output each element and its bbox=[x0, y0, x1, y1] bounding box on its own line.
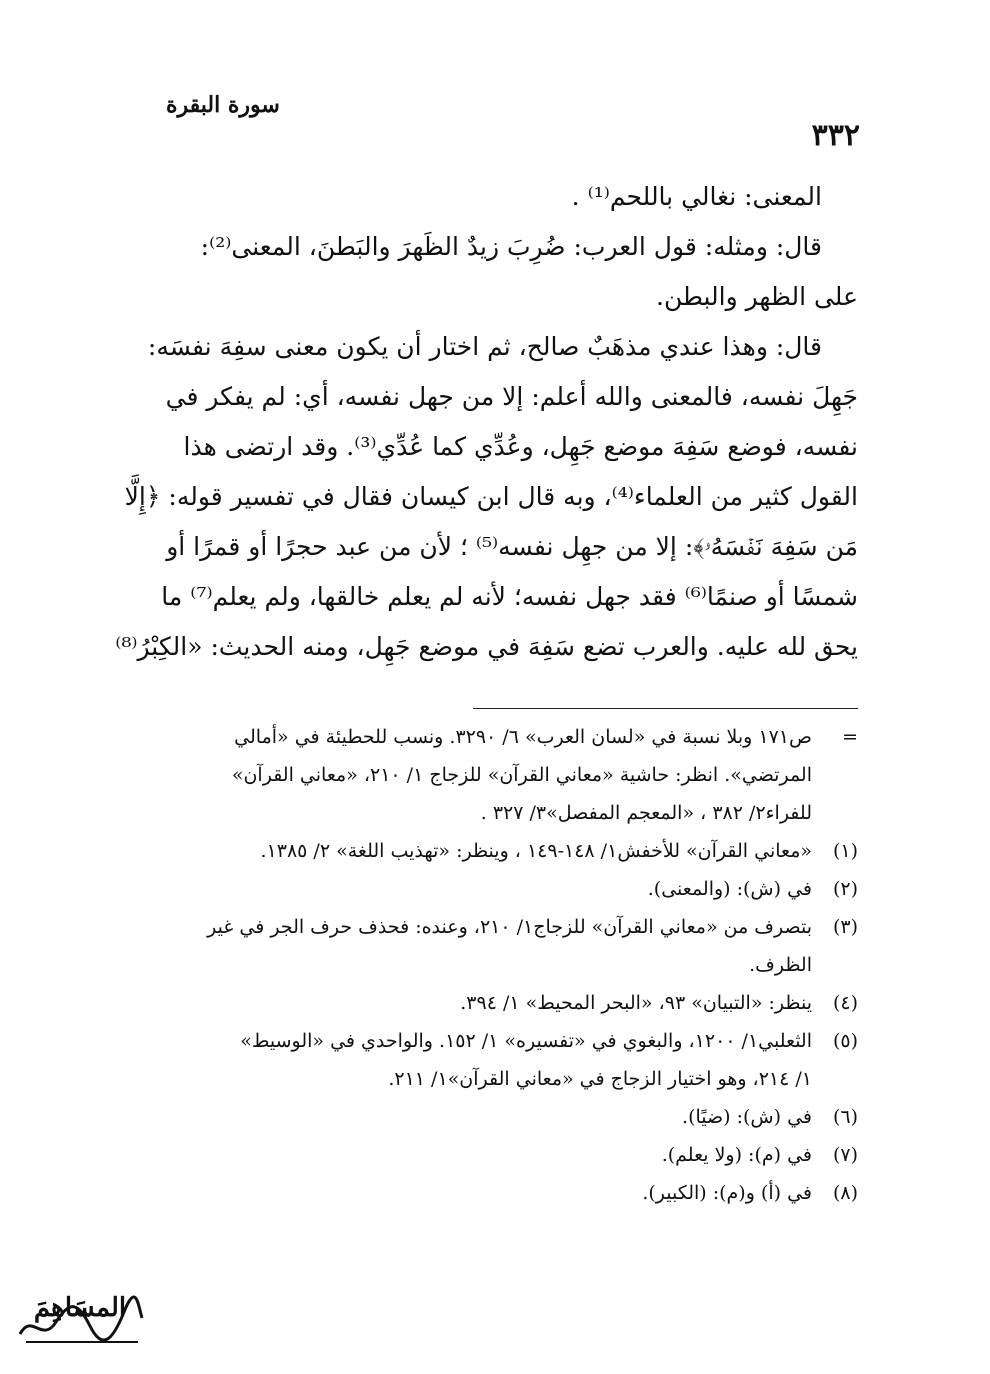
text-line: جَهِلَ نفسه، فالمعنى والله أعلم: إلا من جهل نفسه، أي: لم يفكر في bbox=[165, 382, 858, 411]
footnote-line: الظرف. bbox=[749, 954, 812, 976]
footnote-line: في (ش): (ضيًا). bbox=[682, 1106, 812, 1128]
footnote-2 bbox=[128, 870, 858, 908]
footnotes bbox=[128, 718, 858, 1212]
footnote-number: (٦) bbox=[832, 1106, 858, 1128]
footnote-line: ١/ ٢١٤، وهو اختيار الزجاج في «معاني القرآن»١/ ٢١١. bbox=[388, 1068, 812, 1090]
text-line: يحق لله عليه. والعرب تضع سَفِهَ في موضع جَهِل، ومنه الحديث: «الكِبْرُ⁽⁸⁾ bbox=[115, 632, 858, 661]
footnote-line: في (أ) و(م): (الكبير). bbox=[642, 1182, 812, 1204]
footnote-number: (٨) bbox=[832, 1182, 858, 1204]
footnote-1 bbox=[128, 832, 858, 870]
text-line: نفسه، فوضع سَفِهَ موضع جَهِل، وعُدِّي كما عُدِّي⁽³⁾. وقد ارتضى هذا bbox=[183, 432, 858, 461]
footnote-number: (٧) bbox=[832, 1144, 858, 1166]
footnote-number: = bbox=[842, 726, 858, 748]
footnote-line: ينظر: «التبيان» ٩٣، «البحر المحيط» ١/ ٣٩٤. bbox=[460, 992, 812, 1014]
text-line: قال: ومثله: قول العرب: ضُرِبَ زيدٌ الظَهرَ والبَطنَ، المعنى⁽²⁾: bbox=[200, 232, 822, 261]
text-line: مَن سَفِهَ نَفۡسَهُۥ﴾: إلا من جهِل نفسه⁽⁵⁾ ؛ لأن من عبد حجرًا أو قمرًا أو bbox=[166, 532, 858, 561]
logo-text: المسَاهِمَ bbox=[33, 1293, 127, 1323]
footnote-number: (٣) bbox=[832, 916, 858, 938]
footnote-separator bbox=[473, 708, 858, 709]
footnote-line: في (م): (ولا يعلم). bbox=[661, 1144, 812, 1166]
text-line: المعنى: نغالي باللحم⁽¹⁾ . bbox=[571, 182, 822, 211]
footnote-line: ص١٧١ وبلا نسبة في «لسان العرب» ٦/ ٣٢٩٠. ونسب للحطيئة في «أمالي bbox=[234, 726, 812, 748]
page-header-title: سورة البقرة bbox=[166, 92, 280, 118]
footnote-line: للفراء٢/ ٣٨٢ ، «المعجم المفصل»٣/ ٣٢٧ . bbox=[480, 802, 812, 824]
footnote-number: (٢) bbox=[832, 878, 858, 900]
footnote-line: الثعلبي١/ ١٢٠٠، والبغوي في «تفسيره» ١/ ١٥٢. والواحدي في «الوسيط» bbox=[240, 1030, 812, 1052]
footnote-line: المرتضي». انظر: حاشية «معاني القرآن» للزجاج ١/ ٢١٠، «معاني القرآن» bbox=[231, 764, 812, 786]
main-text bbox=[115, 172, 858, 672]
text-line: قال: وهذا عندي مذهَبٌ صالح، ثم اختار أن يكون معنى سفِهَ نفسَه: bbox=[147, 332, 822, 361]
footnote-line: في (ش): (والمعنى). bbox=[647, 878, 812, 900]
footnote-6 bbox=[128, 1098, 858, 1136]
footnote-line: بتصرف من «معاني القرآن» للزجاج١/ ٢١٠، وعنده: فحذف حرف الجر في غير bbox=[207, 916, 812, 938]
footnote-5 bbox=[128, 1022, 858, 1098]
footnote-8 bbox=[128, 1174, 858, 1212]
text-line: القول كثير من العلماء⁽⁴⁾، وبه قال ابن كيسان فقال في تفسير قوله: ﴿إِلَّا bbox=[124, 482, 858, 511]
text-line: شمسًا أو صنمًا⁽⁶⁾ فقد جهل نفسه؛ لأنه لم يعلم خالقها، ولم يعلم⁽⁷⁾ ما bbox=[161, 582, 858, 611]
footnote-number: (٤) bbox=[832, 992, 858, 1014]
footnote-3 bbox=[128, 908, 858, 984]
publisher-logo bbox=[12, 1282, 147, 1354]
footnote-7 bbox=[128, 1136, 858, 1174]
footnote-4 bbox=[128, 984, 858, 1022]
footnote-continued bbox=[128, 718, 858, 832]
page-number: ٣٣٢ bbox=[811, 118, 860, 153]
footnote-number: (١) bbox=[832, 840, 858, 862]
footnote-number: (٥) bbox=[832, 1030, 858, 1052]
text-line: على الظهر والبطن. bbox=[656, 282, 858, 311]
footnote-line: «معاني القرآن» للأخفش١/ ١٤٨-١٤٩ ، وينظر: «تهذيب اللغة» ٢/ ١٣٨٥. bbox=[260, 840, 812, 862]
